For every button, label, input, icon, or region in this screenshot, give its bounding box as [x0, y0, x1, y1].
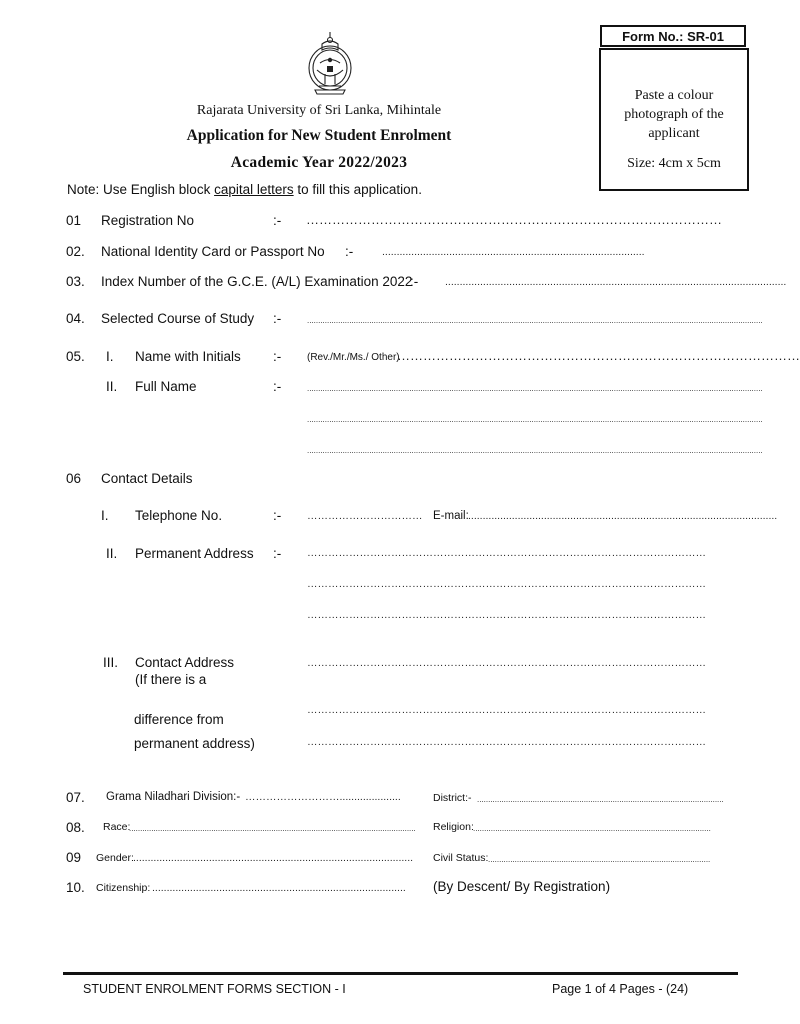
gender-label: Gender: [96, 852, 134, 864]
field-09-number: 09 [66, 850, 82, 865]
field-03-number: 03. [66, 274, 85, 289]
title-options: (Rev./Mr./Ms./ Other) [307, 352, 400, 363]
field-01-label: Registration No [101, 213, 195, 228]
civil-status-label: Civil Status: [433, 852, 489, 864]
field-06-label: Contact Details [101, 471, 193, 486]
citizenship-line[interactable]: ....................................................................................... [152, 882, 406, 894]
field-06-iii-label-3: difference from [134, 712, 224, 727]
field-02-number: 02. [66, 244, 85, 259]
photo-size-text: Size: 4cm x 5cm [627, 156, 721, 171]
email-label: E-mail: [433, 510, 469, 522]
permanent-address-line-2[interactable]: …………………………………………………………………………………………………… [307, 578, 706, 590]
email-line[interactable]: .......................................................................................................... [468, 510, 778, 522]
field-03-separator: :- [410, 274, 419, 289]
district-label: District:- [433, 792, 472, 804]
grama-niladhari-label: Grama Niladhari Division:- [106, 791, 241, 803]
field-06-iii-label-4: permanent address) [134, 736, 255, 751]
note-suffix: to fill this application. [293, 182, 422, 197]
field-05-ii-number: II. [106, 379, 118, 394]
citizenship-type[interactable]: (By Descent/ By Registration) [433, 879, 611, 894]
academic-year: Academic Year 2022/2023 [230, 154, 408, 171]
note-prefix: Note: Use English block [67, 182, 215, 197]
permanent-address-line-3[interactable]: …………………………………………………………………………………………………… [307, 609, 706, 621]
gender-line[interactable]: ................................................................................................ [133, 852, 414, 864]
field-02-label: National Identity Card or Passport No [101, 244, 325, 259]
nic-passport-line[interactable]: .......................................................................................... [382, 246, 645, 258]
field-02-separator: :- [345, 244, 354, 259]
form-number: Form No.: SR-01 [600, 25, 746, 47]
field-06-i-label: Telephone No. [135, 508, 223, 523]
university-emblem [305, 30, 355, 96]
field-01-number: 01 [66, 213, 82, 228]
field-10-number: 10. [66, 880, 85, 895]
note-underlined: capital letters [214, 182, 294, 197]
field-06-ii-number: II. [106, 546, 118, 561]
full-name-line-3[interactable]: ............................................................................................................................................................................................................. [307, 446, 763, 455]
contact-address-line-2[interactable]: …………………………………………………………………………………………………… [307, 704, 706, 716]
permanent-address-line-1[interactable]: …………………………………………………………………………………………………… [307, 547, 706, 559]
field-05-i-separator: :- [273, 349, 282, 364]
photo-instruction: Paste a colour photograph of the applicant [624, 88, 724, 141]
religion-label: Religion: [433, 821, 474, 833]
grama-niladhari-line[interactable]: ………………………..................... [245, 791, 401, 803]
form-title: Application for New Student Enrolment [186, 127, 452, 144]
contact-address-line-1[interactable]: …………………………………………………………………………………………………… [307, 657, 706, 669]
field-04-separator: :- [273, 311, 282, 326]
field-01-separator: :- [273, 213, 282, 228]
university-name: Rajarata University of Sri Lanka, Mihintale [196, 103, 442, 118]
contact-address-line-3[interactable]: …………………………………………………………………………………………………… [307, 736, 706, 748]
field-06-i-separator: :- [273, 508, 282, 523]
course-of-study-line[interactable]: ............................................................................................................................................................................................................. [307, 316, 763, 325]
footer-section: STUDENT ENROLMENT FORMS SECTION - I [83, 982, 346, 996]
religion-line[interactable]: ........................................................................................................... [473, 824, 711, 833]
field-05-number: 05. [66, 349, 85, 364]
al-index-line[interactable]: ..................................................................................................................... [445, 276, 787, 288]
name-with-initials-line[interactable]: ………………………………………………………………………………… [397, 348, 800, 363]
race-label: Race: [103, 821, 131, 833]
field-06-ii-separator: :- [273, 546, 282, 561]
race-line[interactable]: ................................................................................................................................. [129, 824, 416, 833]
field-06-ii-label: Permanent Address [135, 546, 254, 561]
field-06-iii-number: III. [103, 655, 119, 670]
field-05-i-label: Name with Initials [135, 349, 241, 364]
field-04-number: 04. [66, 311, 85, 326]
field-06-iii-label-1: Contact Address [135, 655, 235, 670]
citizenship-label: Citizenship: [96, 882, 151, 894]
field-07-number: 07. [66, 790, 85, 805]
district-line[interactable]: ............................................................................................................... [477, 795, 724, 804]
field-05-ii-separator: :- [273, 379, 282, 394]
field-04-label: Selected Course of Study [101, 311, 255, 326]
field-06-i-number: I. [101, 508, 109, 523]
field-05-i-number: I. [106, 349, 114, 364]
registration-no-line[interactable]: …………………………………………………………………………………… [306, 212, 722, 227]
footer-page-number: Page 1 of 4 Pages - (24) [552, 982, 689, 996]
field-06-iii-label-2: (If there is a [135, 672, 207, 687]
telephone-line[interactable]: …………………………… [307, 510, 423, 522]
note-text [67, 182, 422, 197]
full-name-line-1[interactable]: ............................................................................................................................................................................................................. [307, 384, 763, 393]
field-03-label: Index Number of the G.C.E. (A/L) Examination 2022 [101, 274, 413, 289]
civil-status-line[interactable]: .................................................................................................... [488, 855, 711, 864]
field-06-number: 06 [66, 471, 82, 486]
field-08-number: 08. [66, 820, 85, 835]
full-name-line-2[interactable]: ............................................................................................................................................................................................................. [307, 415, 763, 424]
footer-rule [63, 972, 738, 975]
field-05-ii-label: Full Name [135, 379, 197, 394]
